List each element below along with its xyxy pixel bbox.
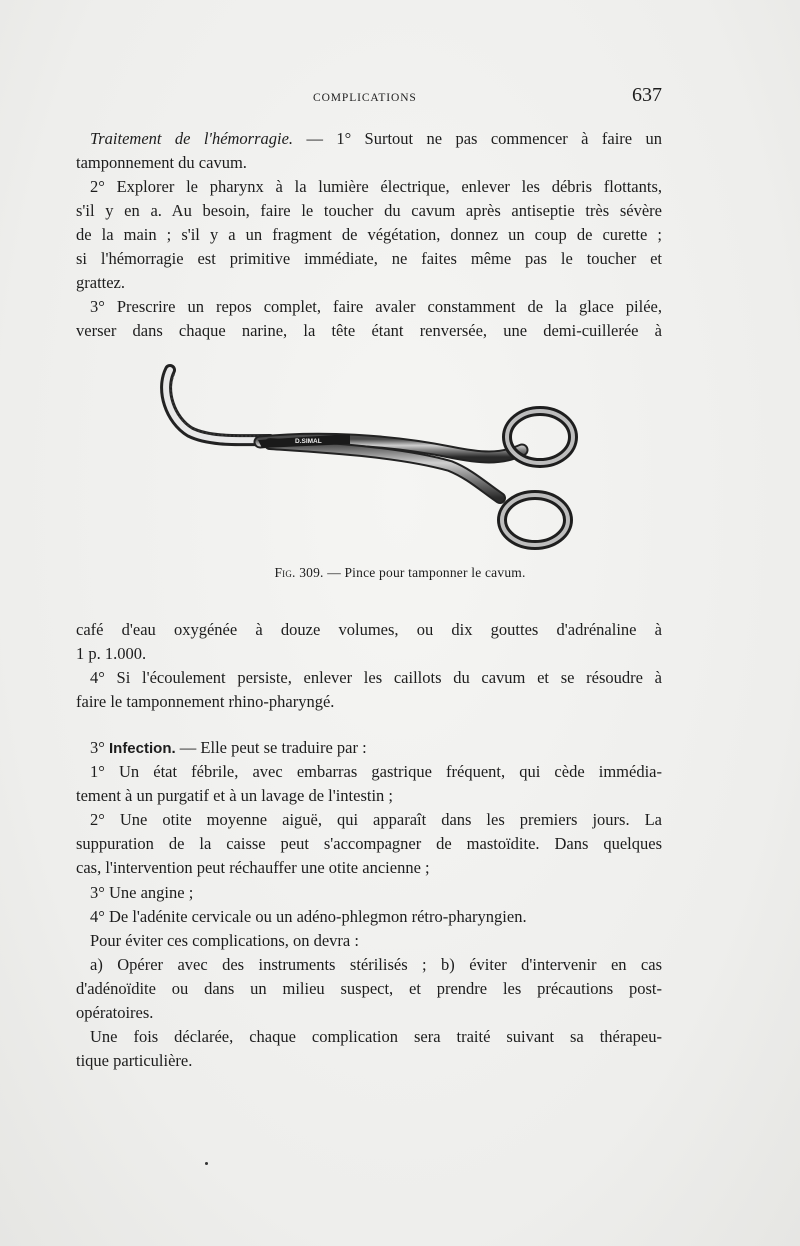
section-heading: Infection. xyxy=(108,740,176,757)
text-line: tamponnement du cavum. xyxy=(76,153,247,173)
text-line: d'adénoïdite ou dans un milieu suspect, et prendre les précautions post- xyxy=(76,978,662,998)
text-line xyxy=(76,127,662,151)
text-line: 2° Explorer le pharynx à la lumière électrique, enlever les débris flottants, xyxy=(90,177,662,196)
paragraph-adrenaline xyxy=(76,618,662,666)
text-run: — Elle peut se traduire par : xyxy=(175,738,367,757)
section-number: 3° xyxy=(90,738,105,757)
text-line: 3° Prescrire un repos complet, faire avaler constamment de la glace pilée, xyxy=(90,297,662,316)
text-line: café d'eau oxygénée à douze volumes, ou dix gouttes d'adrénaline à xyxy=(76,620,662,639)
text-line: Pour éviter ces complications, on devra : xyxy=(90,930,359,950)
figure-caption-text: — Pince pour tamponner le cavum. xyxy=(323,565,526,580)
text-line: faire le tamponnement rhino-pharyngé. xyxy=(76,692,335,712)
paragraph-hemorrhage-treatment xyxy=(76,127,662,175)
text-line: tement à un purgatif et à un lavage de l'intestin ; xyxy=(76,786,393,806)
text-line: 2° Une otite moyenne aiguë, qui apparaît dans les premiers jours. La xyxy=(90,810,662,830)
running-header: COMPLICATIONS xyxy=(313,92,417,104)
text-line: Une fois déclarée, chaque complication sera traité suivant sa thérapeu- xyxy=(90,1027,662,1047)
paragraph-explore-pharynx xyxy=(76,175,662,295)
text-line: opératoires. xyxy=(76,1003,154,1023)
finger-ring-lower-highlight xyxy=(502,495,568,545)
figure-caption xyxy=(0,565,800,581)
jaw-highlight xyxy=(166,370,270,440)
text-line: de la main ; s'il y a un fragment de végétation, donnez un coup de curette ; xyxy=(76,225,662,245)
forceps-illustration xyxy=(150,360,590,555)
section-title-italic: Traitement de l'hémorragie. xyxy=(90,129,294,148)
text-line: si l'hémorragie est primitive immédiate, ne faites même pas le toucher et xyxy=(76,249,662,269)
text-run: — 1° Surtout ne pas commencer à faire un xyxy=(293,129,662,148)
text-line: tique particulière. xyxy=(76,1051,193,1071)
paragraph-persistent-bleeding xyxy=(76,666,662,714)
engraved-maker-text: D.SIMAL xyxy=(295,438,322,445)
finger-ring-upper-highlight xyxy=(507,411,573,463)
text-line: cas, l'intervention peut réchauffer une otite ancienne ; xyxy=(76,858,430,878)
text-line: suppuration de la caisse peut s'accompagner de mastoïdite. Dans quelques xyxy=(76,834,662,854)
text-line: s'il y en a. Au besoin, faire le toucher du cavum après antiseptie très sévère xyxy=(76,201,662,221)
text-line: 1 p. 1.000. xyxy=(76,644,147,664)
text-line: 4° Si l'écoulement persiste, enlever les caillots du cavum et se résoudre à xyxy=(90,668,662,687)
page-number: 637 xyxy=(632,84,662,106)
section-infection xyxy=(76,736,662,1073)
text-line: 3° Une angine ; xyxy=(90,882,194,902)
figure-number: Fig. 309. xyxy=(274,565,324,580)
text-line: 1° Un état fébrile, avec embarras gastrique fréquent, qui cède immédia- xyxy=(90,762,662,782)
paragraph-rest-prescription xyxy=(76,295,662,343)
print-speck xyxy=(205,1162,208,1165)
text-line: a) Opérer avec des instruments stérilisés ; b) éviter d'intervenir en cas xyxy=(90,954,662,974)
section-heading-line xyxy=(76,736,662,760)
text-line: 4° De l'adénite cervicale ou un adéno-phlegmon rétro-pharyngien. xyxy=(90,906,527,926)
text-line: grattez. xyxy=(76,273,126,293)
text-line: verser dans chaque narine, la tête étant renversée, une demi-cuillerée à xyxy=(76,321,662,341)
